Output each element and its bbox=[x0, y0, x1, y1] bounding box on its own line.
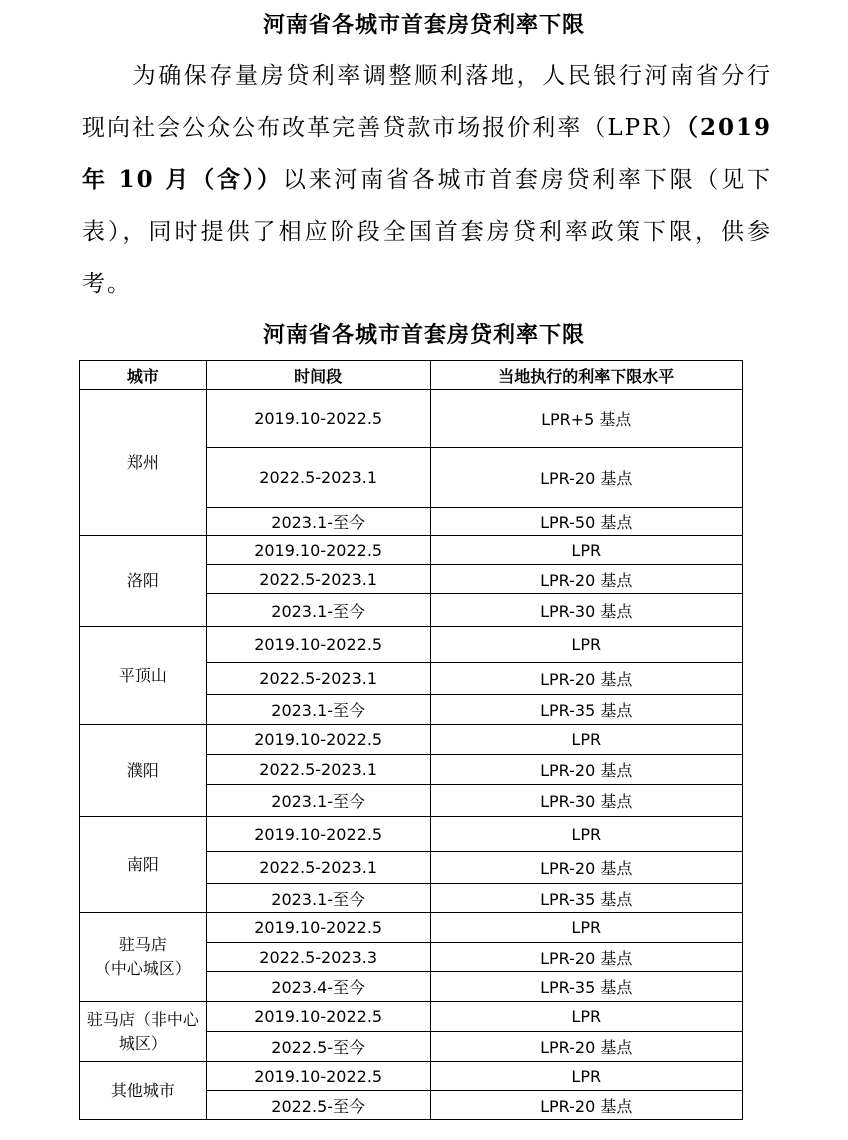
rate-cell: LPR-30 基点 bbox=[430, 785, 743, 817]
rate-cell: LPR-35 基点 bbox=[430, 972, 743, 1002]
city-cell: 驻马店 （中心城区） bbox=[80, 913, 207, 1002]
period-cell: 2022.5-2023.1 bbox=[206, 663, 430, 695]
period-cell: 2019.10-2022.5 bbox=[206, 725, 430, 755]
period-cell: 2022.5-2023.3 bbox=[206, 943, 430, 972]
table-row bbox=[80, 1062, 743, 1091]
header-city: 城市 bbox=[80, 361, 207, 390]
table-row bbox=[80, 817, 743, 852]
intro-text-part1: 为确保存量房贷利率调整顺利落地，人民银行河南省分行现向社会公众公布改革完善贷款市场报价利率（LPR） bbox=[82, 63, 772, 141]
period-cell: 2022.5-2023.1 bbox=[206, 755, 430, 785]
rate-cell: LPR-35 基点 bbox=[430, 695, 743, 725]
city-cell: 濮阳 bbox=[80, 725, 207, 817]
period-cell: 2019.10-2022.5 bbox=[206, 1062, 430, 1091]
intro-text-date: （2019 年 10 月（含）） bbox=[82, 114, 772, 193]
table-row bbox=[80, 725, 743, 755]
table-row bbox=[80, 390, 743, 448]
period-cell: 2019.10-2022.5 bbox=[206, 627, 430, 663]
rate-cell: LPR+5 基点 bbox=[430, 390, 743, 448]
rate-cell: LPR bbox=[430, 536, 743, 565]
rate-cell: LPR-20 基点 bbox=[430, 1091, 743, 1120]
rate-cell: LPR-20 基点 bbox=[430, 1032, 743, 1062]
period-cell: 2023.1-至今 bbox=[206, 508, 430, 536]
rate-cell: LPR bbox=[430, 1062, 743, 1091]
intro-paragraph bbox=[82, 50, 772, 310]
table-body bbox=[80, 390, 743, 1120]
rate-cell: LPR bbox=[430, 725, 743, 755]
rate-cell: LPR-35 基点 bbox=[430, 884, 743, 913]
rate-cell: LPR-20 基点 bbox=[430, 755, 743, 785]
rate-cell: LPR-20 基点 bbox=[430, 663, 743, 695]
document-title: 河南省各城市首套房贷利率下限 bbox=[262, 13, 585, 38]
table-row bbox=[80, 913, 743, 943]
rate-cell: LPR bbox=[430, 1002, 743, 1032]
period-cell: 2022.5-2023.1 bbox=[206, 852, 430, 884]
city-cell: 洛阳 bbox=[80, 536, 207, 627]
table-header-row bbox=[80, 361, 743, 390]
rate-cell: LPR bbox=[430, 627, 743, 663]
city-cell: 平顶山 bbox=[80, 627, 207, 725]
period-cell: 2023.1-至今 bbox=[206, 695, 430, 725]
period-cell: 2023.4-至今 bbox=[206, 972, 430, 1002]
period-cell: 2022.5-至今 bbox=[206, 1091, 430, 1120]
city-cell: 郑州 bbox=[80, 390, 207, 536]
period-cell: 2022.5-至今 bbox=[206, 1032, 430, 1062]
header-rate: 当地执行的利率下限水平 bbox=[430, 361, 743, 390]
period-cell: 2022.5-2023.1 bbox=[206, 565, 430, 594]
period-cell: 2022.5-2023.1 bbox=[206, 448, 430, 508]
city-cell: 驻马店（非中心 城区） bbox=[80, 1002, 207, 1062]
rate-table bbox=[79, 360, 743, 1120]
table-row bbox=[80, 1002, 743, 1032]
period-cell: 2019.10-2022.5 bbox=[206, 913, 430, 943]
rate-cell: LPR bbox=[430, 817, 743, 852]
rate-cell: LPR-20 基点 bbox=[430, 852, 743, 884]
intro-text-part3: 以来河南省各城市首套房贷利率下限（见下表），同时提供了相应阶段全国首套房贷利率政策下限，供参考。 bbox=[82, 167, 772, 297]
period-cell: 2019.10-2022.5 bbox=[206, 536, 430, 565]
rate-cell: LPR-30 基点 bbox=[430, 594, 743, 627]
table-title: 河南省各城市首套房贷利率下限 bbox=[262, 323, 585, 348]
city-cell: 其他城市 bbox=[80, 1062, 207, 1120]
rate-cell: LPR-20 基点 bbox=[430, 943, 743, 972]
rate-cell: LPR-20 基点 bbox=[430, 448, 743, 508]
period-cell: 2019.10-2022.5 bbox=[206, 1002, 430, 1032]
period-cell: 2019.10-2022.5 bbox=[206, 817, 430, 852]
rate-cell: LPR-20 基点 bbox=[430, 565, 743, 594]
header-period: 时间段 bbox=[206, 361, 430, 390]
table-row bbox=[80, 536, 743, 565]
rate-cell: LPR-50 基点 bbox=[430, 508, 743, 536]
period-cell: 2019.10-2022.5 bbox=[206, 390, 430, 448]
rate-cell: LPR bbox=[430, 913, 743, 943]
period-cell: 2023.1-至今 bbox=[206, 594, 430, 627]
city-cell: 南阳 bbox=[80, 817, 207, 913]
period-cell: 2023.1-至今 bbox=[206, 785, 430, 817]
table-row bbox=[80, 627, 743, 663]
period-cell: 2023.1-至今 bbox=[206, 884, 430, 913]
